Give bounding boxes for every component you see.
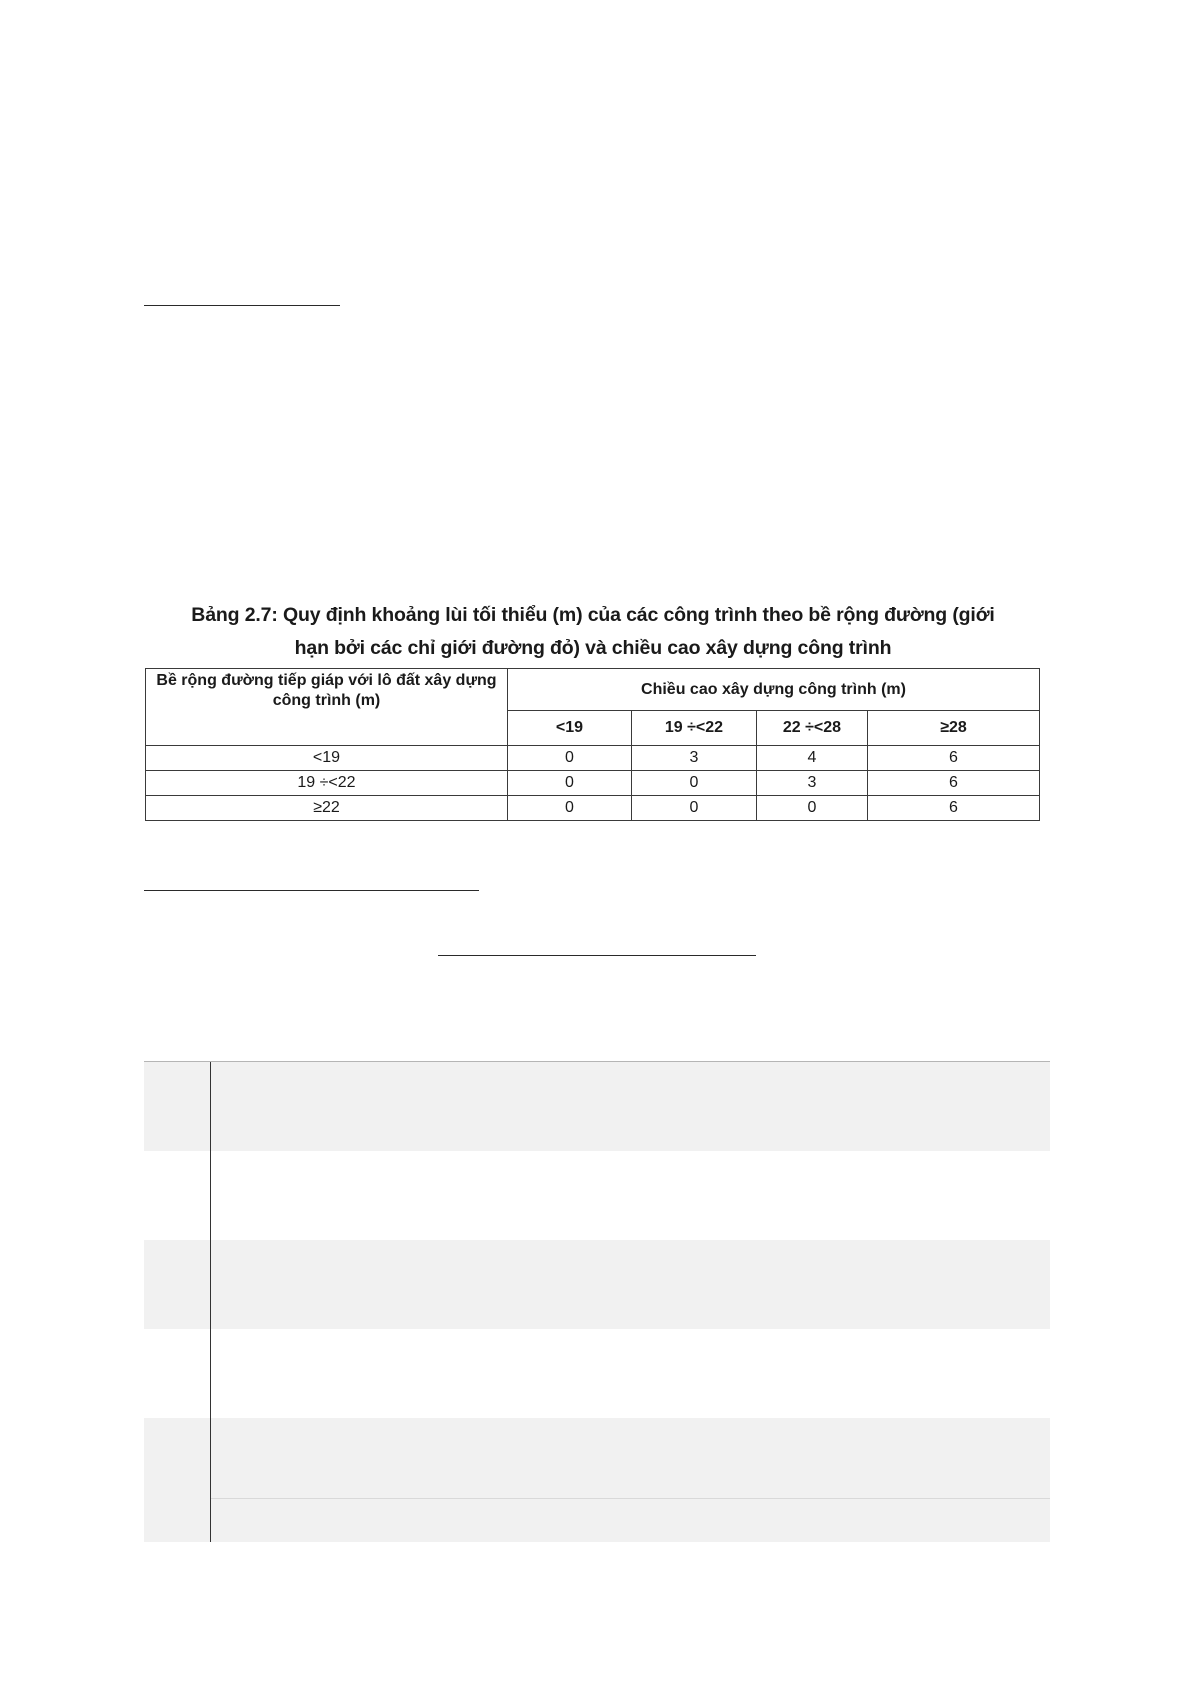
empty-table-row (144, 1329, 1050, 1418)
empty-text-cell (211, 1240, 1050, 1329)
table-cell: 4 (757, 746, 868, 771)
table-cell: 3 (632, 746, 757, 771)
table-cell: 0 (508, 771, 632, 796)
table-row (146, 771, 1040, 796)
empty-text-cell (211, 1151, 1050, 1240)
empty-table-row (144, 1151, 1050, 1240)
table-caption (144, 599, 1042, 665)
empty-number-cell (144, 1151, 211, 1240)
row-label: 19 ÷<22 (146, 771, 508, 796)
empty-number-cell (144, 1418, 211, 1542)
empty-number-cell (144, 1240, 211, 1329)
empty-text-cell (211, 1418, 1050, 1542)
column-header: ≥28 (868, 711, 1040, 746)
empty-shaded-table (144, 1061, 1050, 1542)
column-header: 19 ÷<22 (632, 711, 757, 746)
setback-regulation-table (145, 668, 1040, 821)
table-cell: 0 (632, 796, 757, 821)
empty-table-row (144, 1062, 1050, 1151)
table-cell: 6 (868, 796, 1040, 821)
row-header-cell: Bề rộng đường tiếp giáp với lô đất xây dựng công trình (m) (146, 669, 508, 746)
table-caption-line-1: Bảng 2.7: Quy định khoảng lùi tối thiểu (m) của các công trình theo bề rộng đường (giới (191, 604, 995, 626)
row-label: <19 (146, 746, 508, 771)
empty-number-cell (144, 1329, 211, 1418)
column-group-header: Chiều cao xây dựng công trình (m) (508, 669, 1040, 711)
empty-table-row (144, 1418, 1050, 1542)
empty-text-cell (211, 1062, 1050, 1151)
heading-underline-2 (144, 890, 479, 891)
table-row (146, 796, 1040, 821)
row-divider (211, 1498, 1050, 1499)
empty-table-row (144, 1240, 1050, 1329)
column-header: 22 ÷<28 (757, 711, 868, 746)
column-header: <19 (508, 711, 632, 746)
empty-text-cell (211, 1329, 1050, 1418)
table-cell: 0 (508, 796, 632, 821)
empty-number-cell (144, 1062, 211, 1151)
table-cell: 0 (508, 746, 632, 771)
table-cell: 3 (757, 771, 868, 796)
heading-underline-1 (144, 305, 340, 306)
table-cell: 0 (757, 796, 868, 821)
table-cell: 6 (868, 746, 1040, 771)
table-cell: 6 (868, 771, 1040, 796)
table-row (146, 746, 1040, 771)
table-header-row (146, 669, 1040, 711)
row-label: ≥22 (146, 796, 508, 821)
heading-underline-3 (438, 955, 756, 956)
table-caption-line-2: hạn bởi các chỉ giới đường đỏ) và chiều cao xây dựng công trình (294, 637, 892, 659)
table-cell: 0 (632, 771, 757, 796)
